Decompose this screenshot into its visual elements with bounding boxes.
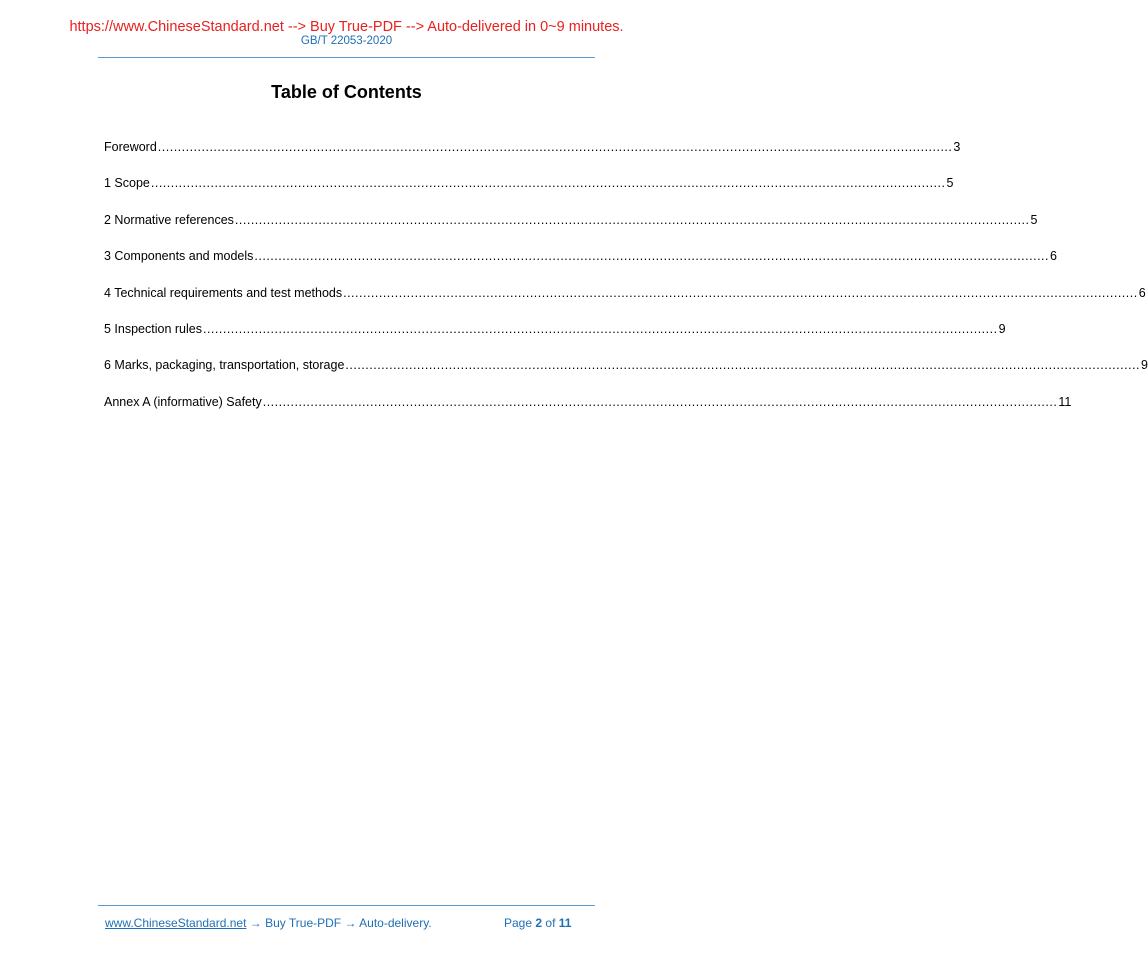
dot-leader: ........................................................................................................................................................................................................ <box>254 249 1049 264</box>
toc-entry-page: 5 <box>946 176 954 191</box>
toc-entry-label: 1 Scope <box>104 176 150 191</box>
toc-entry-foreword[interactable] <box>104 139 961 175</box>
toc-entry-components-models[interactable] <box>104 248 1057 284</box>
toc-entry-page: 5 <box>1030 212 1038 227</box>
delivery-text: Auto-delivery. <box>359 916 432 930</box>
toc-entry-label: 5 Inspection rules <box>104 321 202 336</box>
toc-entry-page: 6 <box>1138 285 1146 300</box>
toc-entry-label: 3 Components and models <box>104 249 254 264</box>
toc-entry-marks-packaging[interactable] <box>104 357 1148 393</box>
dot-leader: ........................................................................................................................................................................................................ <box>345 358 1140 373</box>
dot-leader: ........................................................................................................................................................................................................ <box>234 212 1030 227</box>
page-word: Page <box>504 916 533 930</box>
page-title: Table of Contents <box>271 82 422 102</box>
header-divider <box>98 57 595 58</box>
page-total: 11 <box>558 916 572 930</box>
dot-leader: ........................................................................................................................................................................................................ <box>202 321 998 336</box>
toc-entry-inspection-rules[interactable] <box>104 321 1006 357</box>
dot-leader: ........................................................................................................................................................................................................ <box>150 176 946 191</box>
toc-entry-technical-requirements[interactable] <box>104 285 1146 321</box>
toc-entry-scope[interactable] <box>104 175 954 211</box>
footer-divider <box>98 905 595 906</box>
toc-entry-label: 6 Marks, packaging, transportation, storage <box>104 358 345 373</box>
toc-entry-label: Annex A (informative) Safety <box>104 394 262 409</box>
toc-entry-label: Foreword <box>104 140 157 154</box>
toc-list <box>104 139 1148 430</box>
dot-leader: ........................................................................................................................................................................................................ <box>157 140 953 154</box>
arrow-right-icon: → <box>249 916 262 930</box>
toc-entry-normative-references[interactable] <box>104 212 1038 248</box>
toc-entry-annex-a[interactable] <box>104 394 1072 430</box>
page-current: 2 <box>535 916 543 930</box>
buy-link[interactable]: Buy True-PDF <box>265 916 342 930</box>
toc-entry-label: 4 Technical requirements and test methods <box>104 285 343 300</box>
arrow-right-icon: → <box>344 916 357 930</box>
toc-entry-page: 11 <box>1058 394 1072 409</box>
dot-leader: ........................................................................................................................................................................................................ <box>262 394 1058 409</box>
page-of: of <box>545 916 556 930</box>
dot-leader: ........................................................................................................................................................................................................ <box>343 285 1138 300</box>
document-code: GB/T 22053-2020 <box>300 35 393 47</box>
toc-entry-page: 6 <box>1050 249 1057 264</box>
promo-banner[interactable]: https://www.ChineseStandard.net --> Buy True-PDF --> Auto-delivered in 0~9 minutes. <box>69 19 624 35</box>
toc-entry-page: 9 <box>1141 358 1148 373</box>
footer-promo <box>105 916 432 931</box>
toc-entry-label: 2 Normative references <box>104 212 234 227</box>
toc-entry-page: 9 <box>998 321 1006 336</box>
site-link[interactable]: www.ChineseStandard.net <box>105 916 247 930</box>
page-indicator <box>504 916 571 931</box>
toc-entry-page: 3 <box>953 140 961 154</box>
